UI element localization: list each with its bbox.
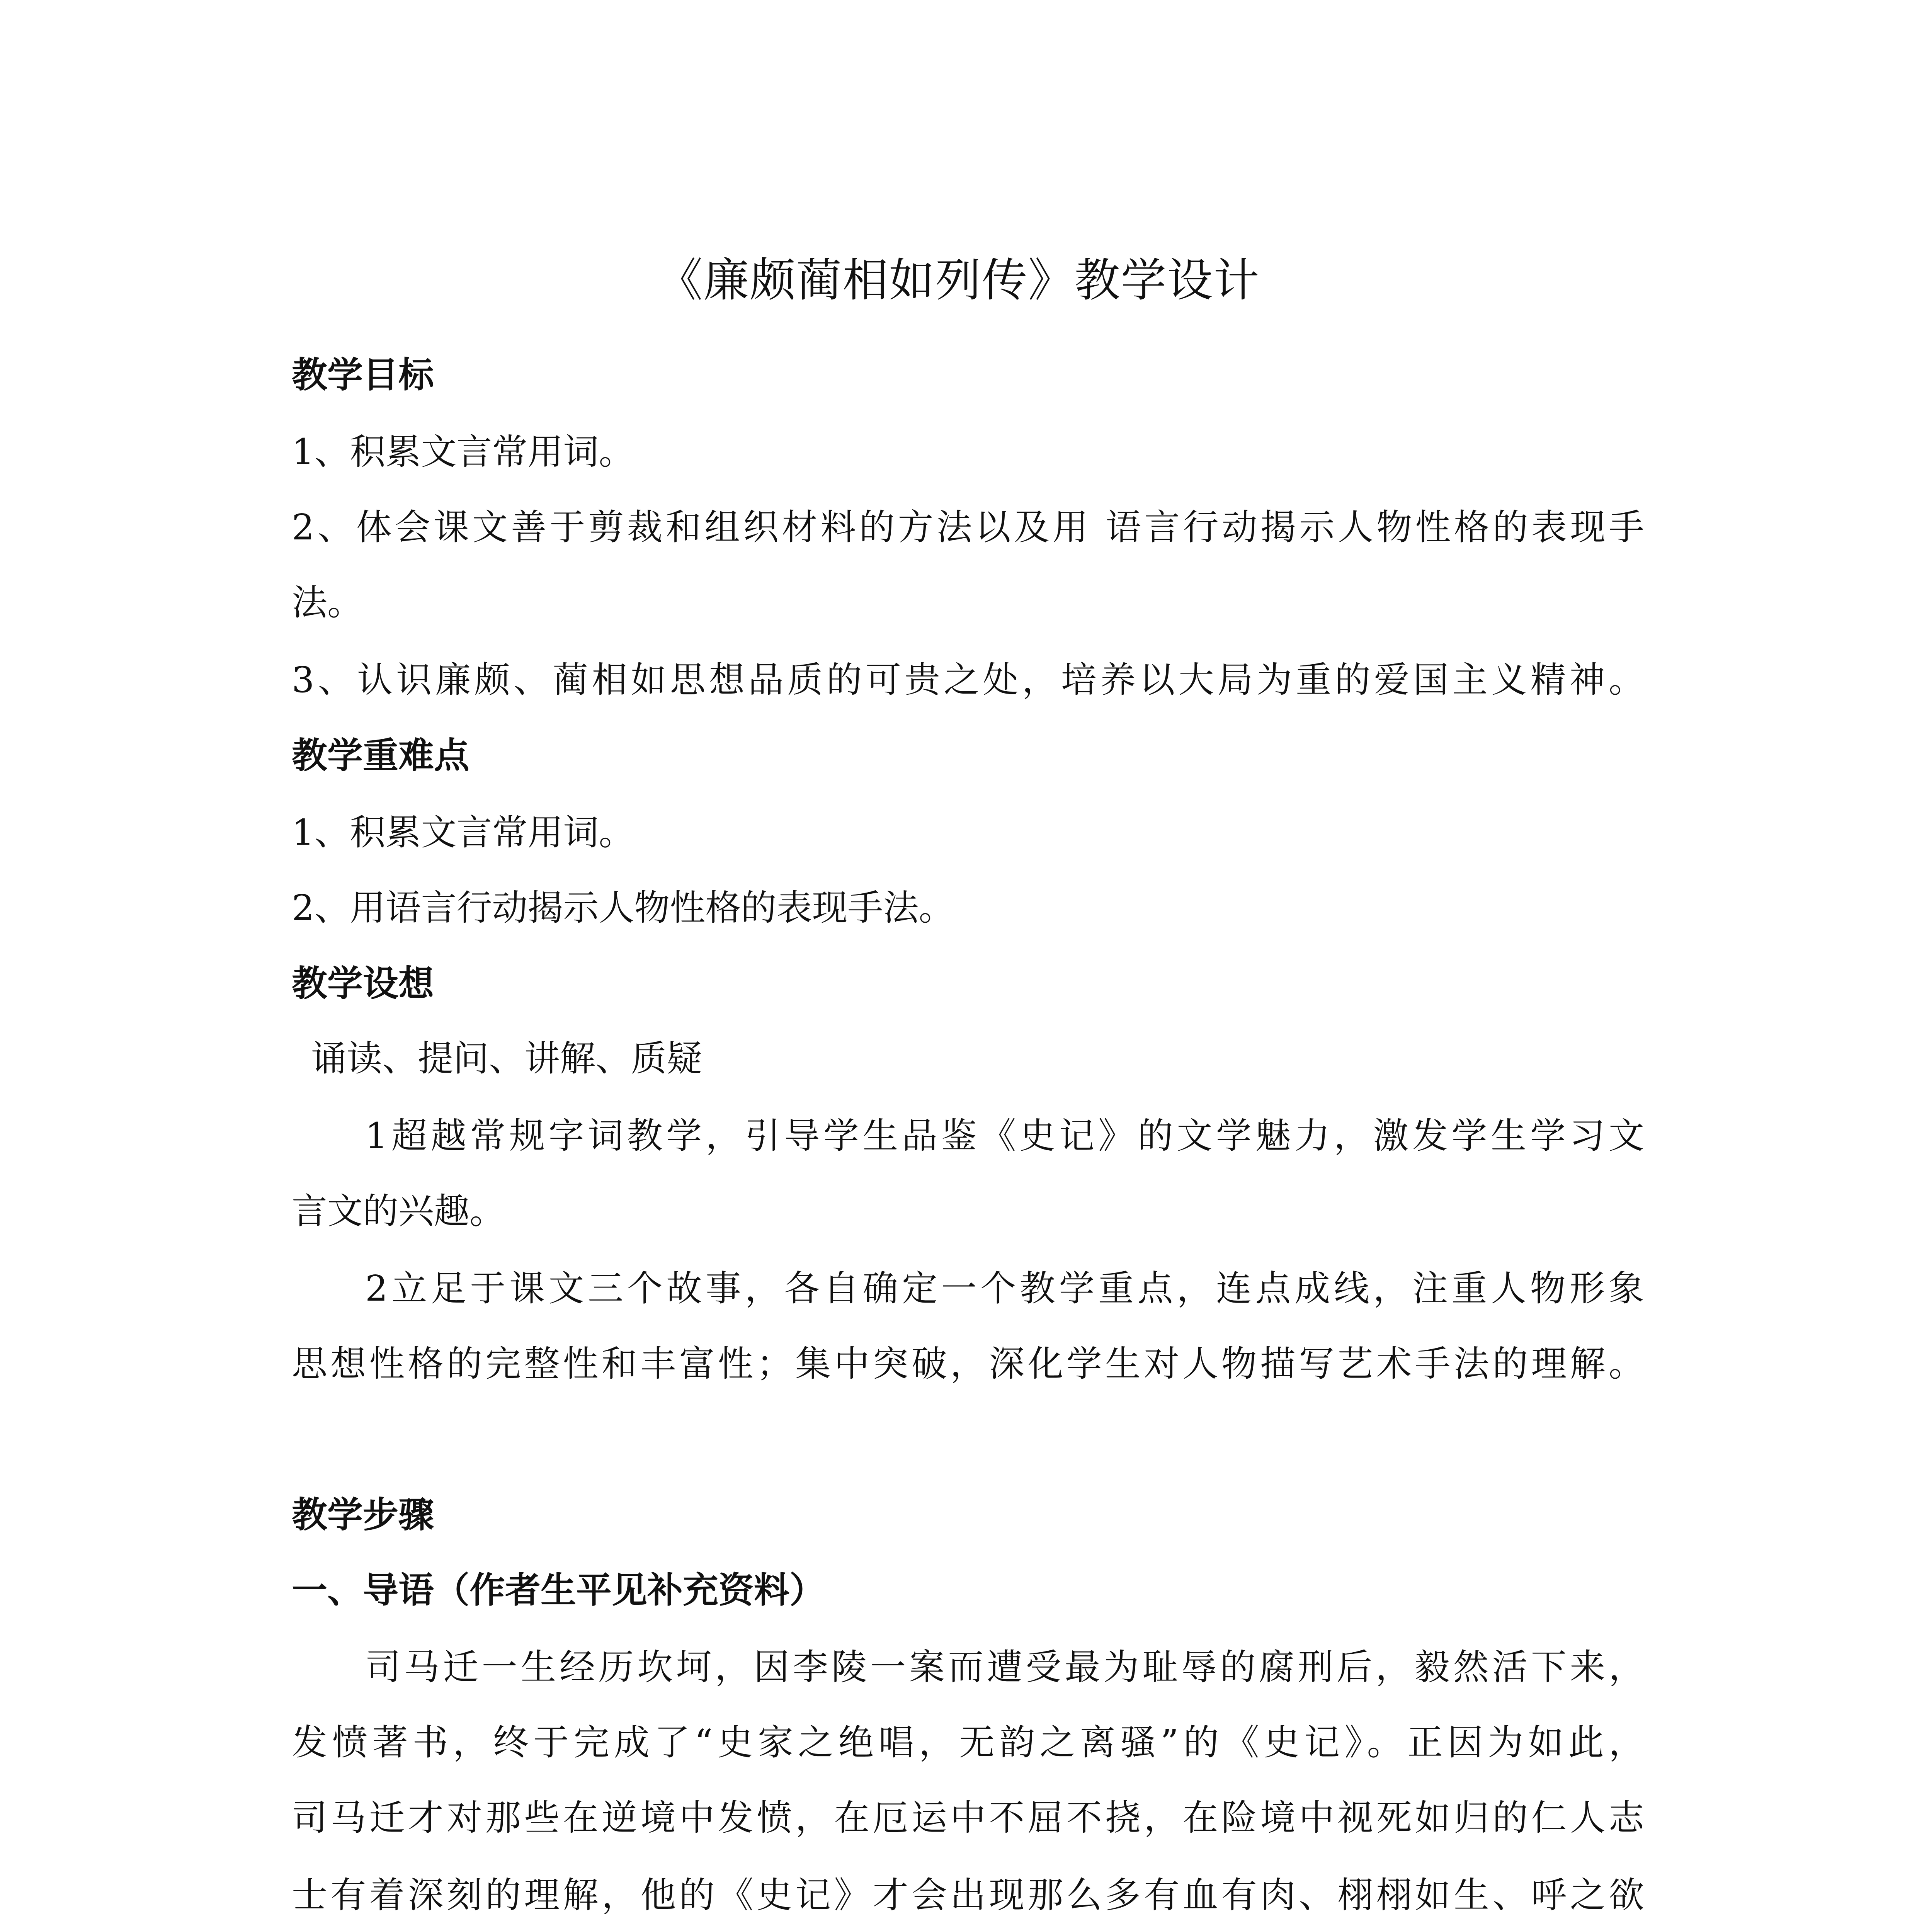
objective-item-2-line-1: 2、体会课文善于剪裁和组织材料的方法以及用 语言行动揭示人物性格的表现手: [292, 507, 1644, 548]
concept-paragraph-1-line-1: 1超越常规字词教学，引导学生品鉴《史记》的文学魅力，激发学生学习文: [365, 1115, 1644, 1156]
objective-item-3: 3、认识廉颇、蔺相如思想品质的可贵之处，培养以大局为重的爱国主义精神。: [292, 659, 1644, 701]
step-1-paragraph-line: 士有着深刻的理解，他的《史记》才会出现那么多有血有肉、栩栩如生、呼之欲: [292, 1874, 1644, 1916]
key-points-heading: 教学重难点: [292, 735, 470, 776]
concept-paragraph-2-line-1: 2立足于课文三个故事，各自确定一个教学重点，连点成线，注重人物形象: [365, 1268, 1644, 1309]
step-1-paragraph-line: 发愤著书，终于完成了“史家之绝唱，无韵之离骚”的《史记》。正因为如此，: [292, 1722, 1644, 1763]
objective-item-2-line-2: 法。: [292, 582, 363, 623]
step-1-paragraph-line: 司马迁才对那些在逆境中发愤，在厄运中不屈不挠，在险境中视死如归的仁人志: [292, 1797, 1644, 1838]
concept-heading: 教学设想: [292, 963, 434, 1004]
objective-item-1: 1、积累文言常用词。: [292, 431, 634, 473]
step-1-heading: 一、导语（作者生平见补充资料）: [292, 1569, 825, 1611]
step-1-paragraph-line: 司马迁一生经历坎坷，因李陵一案而遭受最为耻辱的腐刑后，毅然活下来，: [365, 1646, 1644, 1688]
concept-paragraph-1-line-2: 言文的兴趣。: [292, 1190, 505, 1232]
concept-methods: 诵读、提问、讲解、质疑: [311, 1038, 703, 1079]
key-point-item-1: 1、积累文言常用词。: [292, 812, 634, 853]
concept-paragraph-2-line-2: 思想性格的完整性和丰富性；集中突破，深化学生对人物描写艺术手法的理解。: [292, 1343, 1644, 1384]
objectives-heading: 教学目标: [292, 354, 434, 396]
key-point-item-2: 2、用语言行动揭示人物性格的表现手法。: [292, 887, 954, 929]
steps-heading: 教学步骤: [292, 1494, 434, 1536]
document-title: 《廉颇蔺相如列传》教学设计: [657, 253, 1260, 307]
